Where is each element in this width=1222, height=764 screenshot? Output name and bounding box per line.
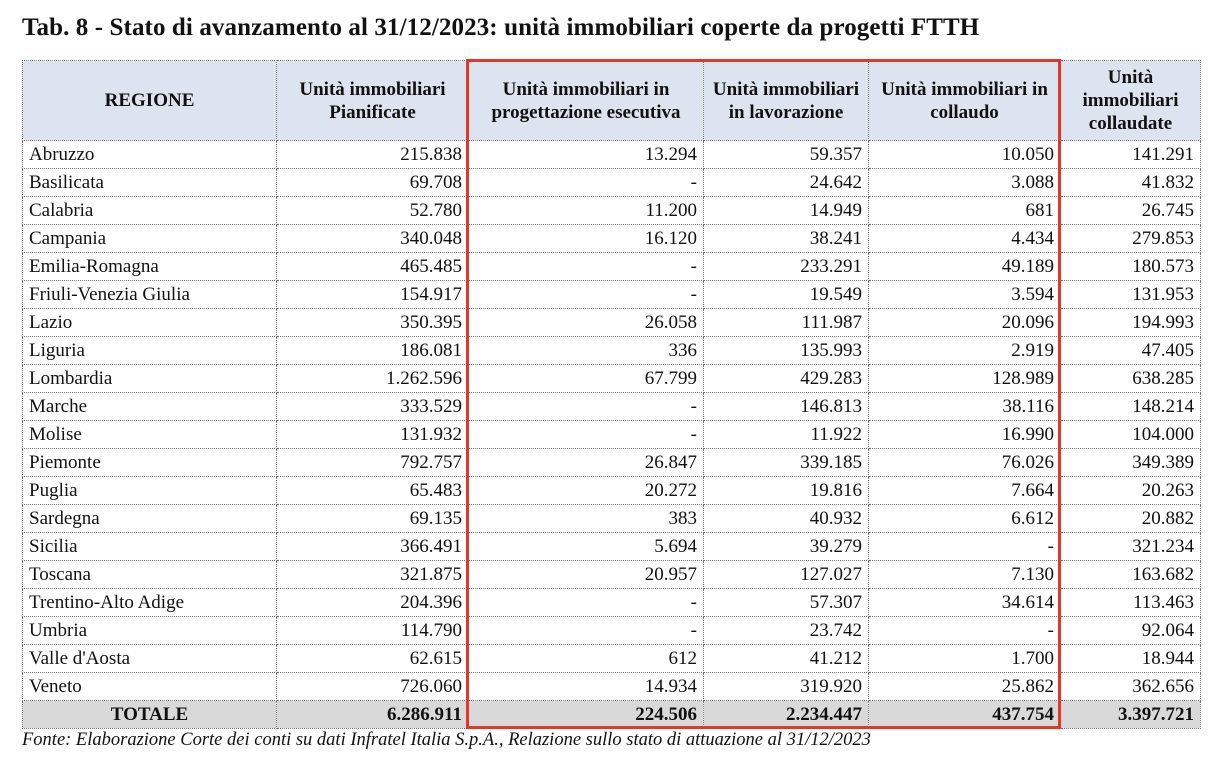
col-progettazione-cell: 14.934 <box>469 673 704 701</box>
table-title: Tab. 8 - Stato di avanzamento al 31/12/2023: unità immobiliari coperte da progetti FTTH <box>22 14 980 41</box>
total-row <box>23 701 1201 729</box>
col-progettazione-cell: 11.200 <box>469 197 704 225</box>
col-pianificate-cell: 131.932 <box>277 421 469 449</box>
col-pianificate-cell: 366.491 <box>277 533 469 561</box>
table-row <box>23 337 1201 365</box>
col-collaudate-cell: 26.745 <box>1061 197 1201 225</box>
col-lavorazione-cell: 127.027 <box>704 561 869 589</box>
region-cell: Puglia <box>23 477 277 505</box>
col-lavorazione-cell: 40.932 <box>704 505 869 533</box>
header-col-regione: REGIONE <box>23 61 277 141</box>
table-row <box>23 309 1201 337</box>
col-collaudate-cell: 131.953 <box>1061 281 1201 309</box>
col-lavorazione-cell: 111.987 <box>704 309 869 337</box>
col-pianificate-cell: 114.790 <box>277 617 469 645</box>
col-collaudate-cell: 141.291 <box>1061 141 1201 169</box>
col-pianificate-cell: 52.780 <box>277 197 469 225</box>
col-collaudo-cell: 76.026 <box>869 449 1061 477</box>
col-collaudo-cell: 437.754 <box>869 701 1061 729</box>
col-lavorazione-cell: 24.642 <box>704 169 869 197</box>
region-cell: Trentino-Alto Adige <box>23 589 277 617</box>
col-progettazione-cell: - <box>469 589 704 617</box>
header-col-collaudate: Unità immobiliari collaudate <box>1061 61 1201 141</box>
header-row <box>23 61 1201 141</box>
table-row <box>23 645 1201 673</box>
col-lavorazione-cell: 429.283 <box>704 365 869 393</box>
region-cell: Piemonte <box>23 449 277 477</box>
col-collaudo-cell: 25.862 <box>869 673 1061 701</box>
region-cell: Campania <box>23 225 277 253</box>
col-lavorazione-cell: 19.816 <box>704 477 869 505</box>
col-pianificate-cell: 792.757 <box>277 449 469 477</box>
table-row <box>23 589 1201 617</box>
col-progettazione-cell: 20.957 <box>469 561 704 589</box>
table-row <box>23 169 1201 197</box>
table-row <box>23 421 1201 449</box>
col-collaudo-cell: 16.990 <box>869 421 1061 449</box>
source-note: Fonte: Elaborazione Corte dei conti su dati Infratel Italia S.p.A., Relazione sullo stato di attuazione al 31/12/2023 <box>22 730 871 750</box>
region-cell: Sardegna <box>23 505 277 533</box>
col-collaudate-cell: 279.853 <box>1061 225 1201 253</box>
col-pianificate-cell: 62.615 <box>277 645 469 673</box>
col-collaudate-cell: 163.682 <box>1061 561 1201 589</box>
col-collaudate-cell: 20.263 <box>1061 477 1201 505</box>
col-collaudo-cell: 34.614 <box>869 589 1061 617</box>
region-cell: Liguria <box>23 337 277 365</box>
table-row <box>23 393 1201 421</box>
col-collaudate-cell: 18.944 <box>1061 645 1201 673</box>
col-collaudo-cell: 6.612 <box>869 505 1061 533</box>
col-lavorazione-cell: 23.742 <box>704 617 869 645</box>
col-collaudate-cell: 104.000 <box>1061 421 1201 449</box>
col-pianificate-cell: 350.395 <box>277 309 469 337</box>
col-collaudo-cell: 2.919 <box>869 337 1061 365</box>
col-pianificate-cell: 1.262.596 <box>277 365 469 393</box>
col-progettazione-cell: 224.506 <box>469 701 704 729</box>
col-collaudo-cell: 20.096 <box>869 309 1061 337</box>
col-lavorazione-cell: 233.291 <box>704 253 869 281</box>
col-pianificate-cell: 204.396 <box>277 589 469 617</box>
region-cell: Veneto <box>23 673 277 701</box>
table-row <box>23 281 1201 309</box>
col-progettazione-cell: 612 <box>469 645 704 673</box>
col-progettazione-cell: 383 <box>469 505 704 533</box>
table-row <box>23 253 1201 281</box>
col-lavorazione-cell: 146.813 <box>704 393 869 421</box>
col-lavorazione-cell: 135.993 <box>704 337 869 365</box>
table-row <box>23 477 1201 505</box>
region-cell: Lombardia <box>23 365 277 393</box>
col-collaudate-cell: 3.397.721 <box>1061 701 1201 729</box>
col-progettazione-cell: 13.294 <box>469 141 704 169</box>
col-collaudate-cell: 180.573 <box>1061 253 1201 281</box>
ftth-progress-table <box>22 60 1201 729</box>
table-row <box>23 617 1201 645</box>
col-collaudo-cell: - <box>869 617 1061 645</box>
col-pianificate-cell: 69.708 <box>277 169 469 197</box>
col-collaudo-cell: 4.434 <box>869 225 1061 253</box>
col-collaudate-cell: 349.389 <box>1061 449 1201 477</box>
col-lavorazione-cell: 57.307 <box>704 589 869 617</box>
col-collaudo-cell: 38.116 <box>869 393 1061 421</box>
col-lavorazione-cell: 59.357 <box>704 141 869 169</box>
region-cell: Basilicata <box>23 169 277 197</box>
col-lavorazione-cell: 38.241 <box>704 225 869 253</box>
table-row <box>23 673 1201 701</box>
region-cell: Toscana <box>23 561 277 589</box>
col-lavorazione-cell: 2.234.447 <box>704 701 869 729</box>
col-collaudate-cell: 194.993 <box>1061 309 1201 337</box>
col-lavorazione-cell: 14.949 <box>704 197 869 225</box>
col-collaudate-cell: 47.405 <box>1061 337 1201 365</box>
col-progettazione-cell: - <box>469 617 704 645</box>
col-progettazione-cell: 336 <box>469 337 704 365</box>
col-pianificate-cell: 321.875 <box>277 561 469 589</box>
col-collaudo-cell: 3.088 <box>869 169 1061 197</box>
header-col-collaudo: Unità immobiliari in collaudo <box>869 61 1061 141</box>
table-row <box>23 533 1201 561</box>
col-collaudo-cell: 3.594 <box>869 281 1061 309</box>
col-pianificate-cell: 6.286.911 <box>277 701 469 729</box>
header-col-pianificate: Unità immobiliari Pianificate <box>277 61 469 141</box>
col-progettazione-cell: 5.694 <box>469 533 704 561</box>
col-collaudate-cell: 362.656 <box>1061 673 1201 701</box>
col-collaudo-cell: 10.050 <box>869 141 1061 169</box>
table-row <box>23 225 1201 253</box>
col-collaudo-cell: 681 <box>869 197 1061 225</box>
col-pianificate-cell: 65.483 <box>277 477 469 505</box>
region-cell: Abruzzo <box>23 141 277 169</box>
region-cell: Sicilia <box>23 533 277 561</box>
col-progettazione-cell: - <box>469 281 704 309</box>
header-col-progettazione: Unità immobiliari in progettazione esecutiva <box>469 61 704 141</box>
region-cell: TOTALE <box>23 701 277 729</box>
col-collaudo-cell: - <box>869 533 1061 561</box>
col-collaudo-cell: 7.130 <box>869 561 1061 589</box>
col-collaudate-cell: 148.214 <box>1061 393 1201 421</box>
col-pianificate-cell: 340.048 <box>277 225 469 253</box>
col-progettazione-cell: - <box>469 393 704 421</box>
col-progettazione-cell: 20.272 <box>469 477 704 505</box>
col-progettazione-cell: 26.847 <box>469 449 704 477</box>
region-cell: Lazio <box>23 309 277 337</box>
region-cell: Friuli-Venezia Giulia <box>23 281 277 309</box>
header-col-lavorazione: Unità immobiliari in lavorazione <box>704 61 869 141</box>
col-collaudate-cell: 20.882 <box>1061 505 1201 533</box>
col-pianificate-cell: 186.081 <box>277 337 469 365</box>
col-progettazione-cell: - <box>469 421 704 449</box>
col-lavorazione-cell: 19.549 <box>704 281 869 309</box>
col-collaudate-cell: 113.463 <box>1061 589 1201 617</box>
col-pianificate-cell: 69.135 <box>277 505 469 533</box>
col-lavorazione-cell: 319.920 <box>704 673 869 701</box>
col-collaudate-cell: 321.234 <box>1061 533 1201 561</box>
region-cell: Molise <box>23 421 277 449</box>
col-progettazione-cell: 26.058 <box>469 309 704 337</box>
region-cell: Valle d'Aosta <box>23 645 277 673</box>
col-collaudate-cell: 92.064 <box>1061 617 1201 645</box>
col-progettazione-cell: - <box>469 169 704 197</box>
col-collaudate-cell: 638.285 <box>1061 365 1201 393</box>
col-pianificate-cell: 726.060 <box>277 673 469 701</box>
region-cell: Emilia-Romagna <box>23 253 277 281</box>
col-collaudo-cell: 1.700 <box>869 645 1061 673</box>
region-cell: Calabria <box>23 197 277 225</box>
table-row <box>23 365 1201 393</box>
col-pianificate-cell: 154.917 <box>277 281 469 309</box>
table-row <box>23 561 1201 589</box>
table-row <box>23 505 1201 533</box>
region-cell: Umbria <box>23 617 277 645</box>
col-lavorazione-cell: 39.279 <box>704 533 869 561</box>
table-row <box>23 449 1201 477</box>
col-progettazione-cell: 16.120 <box>469 225 704 253</box>
col-collaudo-cell: 49.189 <box>869 253 1061 281</box>
col-lavorazione-cell: 339.185 <box>704 449 869 477</box>
col-lavorazione-cell: 11.922 <box>704 421 869 449</box>
table-row <box>23 197 1201 225</box>
col-collaudo-cell: 7.664 <box>869 477 1061 505</box>
region-cell: Marche <box>23 393 277 421</box>
col-pianificate-cell: 333.529 <box>277 393 469 421</box>
col-lavorazione-cell: 41.212 <box>704 645 869 673</box>
col-progettazione-cell: 67.799 <box>469 365 704 393</box>
col-progettazione-cell: - <box>469 253 704 281</box>
col-collaudate-cell: 41.832 <box>1061 169 1201 197</box>
col-pianificate-cell: 465.485 <box>277 253 469 281</box>
col-pianificate-cell: 215.838 <box>277 141 469 169</box>
table-row <box>23 141 1201 169</box>
col-collaudo-cell: 128.989 <box>869 365 1061 393</box>
